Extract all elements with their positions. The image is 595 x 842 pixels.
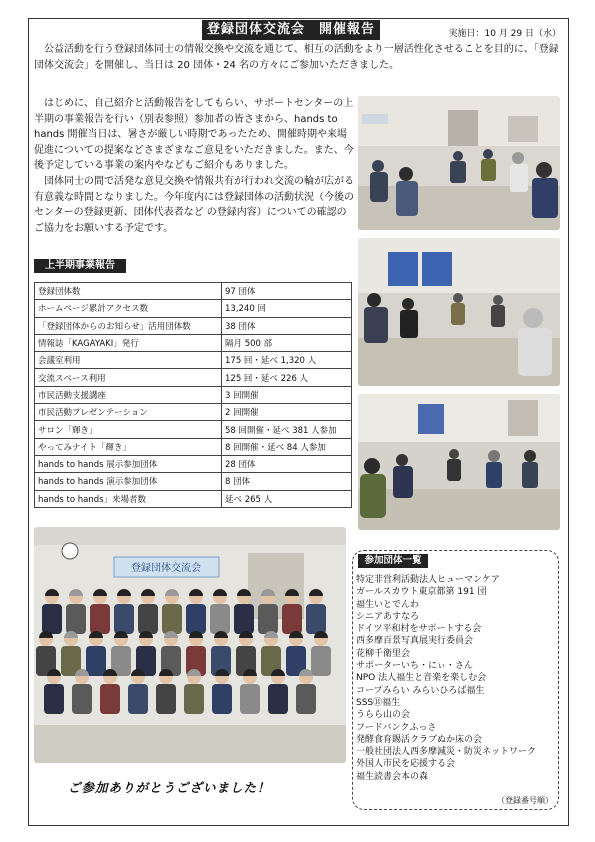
- group-photo: [34, 527, 346, 763]
- report-item: 市民活動プレゼンテーション: [35, 404, 222, 421]
- intro-text-1: 公益活動を行う登録団体同士の情報交換や交流を通じて、相互の活動をより一層活性化させることを目的に、「登録団体交流会」を開催し、当日は 20 団体・24 名の方々にご参加いただきました。: [34, 44, 559, 71]
- group-item: 花柳千衛里会: [356, 648, 411, 659]
- intro-paragraph-1: [34, 42, 562, 73]
- group-item: 一般社団法人西多摩減災・防災ネットワーク: [356, 747, 537, 758]
- report-item: 交流スペース利用: [35, 369, 222, 386]
- report-value: 延べ 265 人: [222, 490, 352, 507]
- group-item: サポーターいち・にぃ・さん: [356, 661, 473, 672]
- report-table: [34, 282, 352, 508]
- page-title: 登録団体交流会 開催報告: [202, 20, 380, 40]
- report-row: [35, 352, 352, 369]
- report-value: 28 団体: [222, 455, 352, 472]
- report-value: 175 回・延べ 1,320 人: [222, 352, 352, 369]
- report-item: サロン「輝き」: [35, 421, 222, 438]
- report-row: [35, 334, 352, 351]
- report-item: 会議室利用: [35, 352, 222, 369]
- thanks-message: ご参加ありがとうございました！: [68, 780, 271, 795]
- group-item: シニアあすなろ: [356, 611, 420, 622]
- group-item: SSS⑪福生: [356, 697, 401, 708]
- groups-list: [356, 574, 556, 783]
- report-value: 8 回開催・延べ 84 人参加: [222, 438, 352, 455]
- report-row: [35, 386, 352, 403]
- report-row: [35, 300, 352, 317]
- group-item: 発酵食育賜活クラブぬか床の会: [356, 734, 483, 745]
- report-value: 97 団体: [222, 283, 352, 300]
- report-value: 3 回開催: [222, 386, 352, 403]
- report-value: 2 回開催: [222, 404, 352, 421]
- report-item: hands to hands 展示参加団体: [35, 455, 222, 472]
- report-value: 58 回開催・延べ 381 人参加: [222, 421, 352, 438]
- group-item: ガールスカウト東京都第 191 団: [356, 587, 487, 598]
- report-heading: 上半期事業報告: [34, 259, 126, 273]
- report-value: 13,240 回: [222, 300, 352, 317]
- report-item: hands to hands 演示参加団体: [35, 473, 222, 490]
- group-item: 外国人市民を応援する会: [356, 759, 456, 770]
- report-row: [35, 438, 352, 455]
- group-item: ドイツ平和村をサポートする会: [356, 624, 482, 635]
- report-row: [35, 404, 352, 421]
- report-item: 市民活動支援講座: [35, 386, 222, 403]
- report-row: [35, 455, 352, 472]
- event-date: 実施日：10 月 29 日（水）: [448, 29, 561, 39]
- report-item: ホームページ累計アクセス数: [35, 300, 222, 317]
- report-item: hands to hands」来場者数: [35, 490, 222, 507]
- group-item: 特定非営利活動法人ヒューマンケア: [356, 575, 500, 585]
- report-row: [35, 369, 352, 386]
- report-value: 8 団体: [222, 473, 352, 490]
- group-item: コープみらい みらいひろば福生: [356, 685, 485, 696]
- meeting-photo-1: [358, 96, 560, 230]
- group-item: 福生読書会本の森: [356, 771, 429, 782]
- report-item: やってみナイト「輝き」: [35, 438, 222, 455]
- intro-body: [34, 96, 356, 236]
- group-item: フードバンクふっさ: [356, 722, 437, 733]
- report-item: 「登録団体からのお知らせ」活用団体数: [35, 317, 222, 334]
- meeting-photo-2: [358, 238, 560, 386]
- intro-text-2: はじめに、自己紹介と活動報告をしてもらい、サポートセンターの上半期の事業報告を行い（別表参照）参加者の皆さまから、hands to hands 開催当日は、暑さが厳しい時期であったため、開催時期や来場促進についての提案などさまざまなご意見をいただきました。また、今後予定している事業の案内やなどもご紹介もありました。: [34, 98, 354, 172]
- report-row: [35, 473, 352, 490]
- group-item: 福生いとでんわ: [356, 599, 420, 610]
- report-row: [35, 283, 352, 300]
- report-item: 情報誌「KAGAYAKI」発行: [35, 334, 222, 351]
- report-value: 38 団体: [222, 317, 352, 334]
- group-item: うらら山の会: [356, 710, 411, 721]
- group-item: NPO 法人福生と音楽を楽しむ会: [356, 673, 487, 684]
- meeting-photo-3: [358, 394, 560, 530]
- groups-heading: 参加団体一覧: [358, 554, 428, 568]
- group-item: 西多摩百景写真展実行委員会: [356, 636, 474, 647]
- report-item: 登録団体数: [35, 283, 222, 300]
- report-row: [35, 490, 352, 507]
- groups-note: （登録番号順）: [497, 796, 553, 805]
- report-row: [35, 317, 352, 334]
- banner-text: 登録団体交流会: [131, 563, 201, 574]
- report-value: 125 回・延べ 226 人: [222, 369, 352, 386]
- intro-text-3: 団体同士の間で活発な意見交換や情報共有が行われ交流の輪が広がる有意義な時間となりました。今年度内には登録団体の活動状況（今後のセンターの登録更新、団体代表者など の登録内容）についての確認のご協力をお願いする予定です。: [34, 175, 354, 234]
- report-value: 隔月 500 部: [222, 334, 352, 351]
- report-row: [35, 421, 352, 438]
